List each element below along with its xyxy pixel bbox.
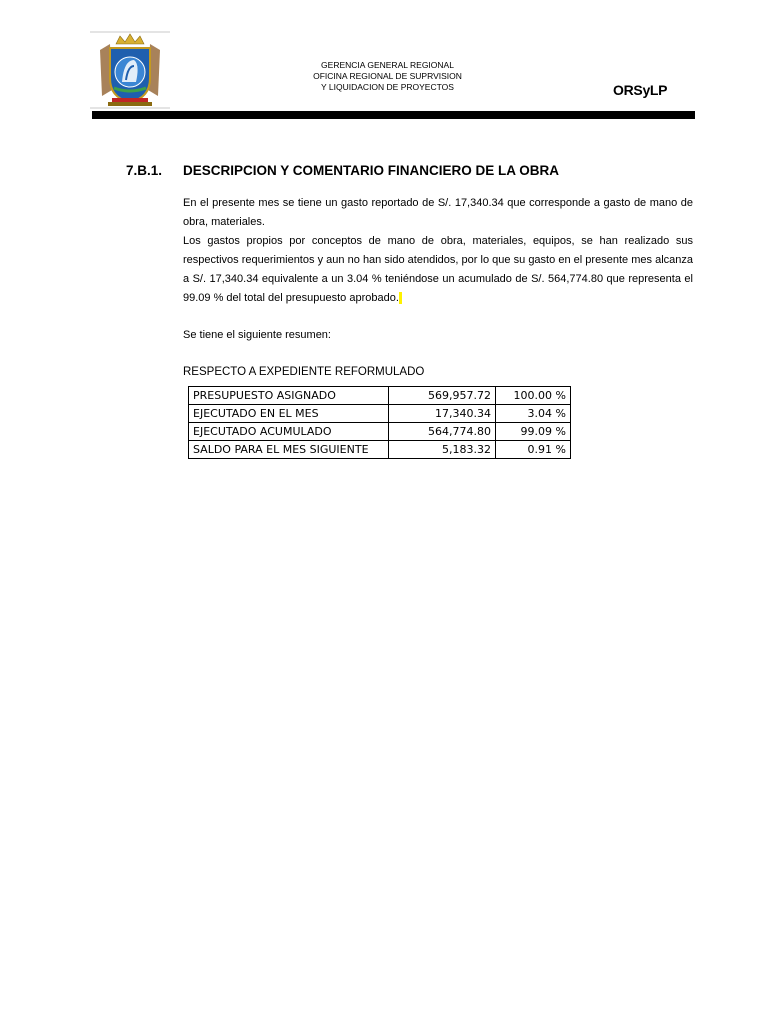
table-row bbox=[189, 405, 571, 423]
section-title: DESCRIPCION Y COMENTARIO FINANCIERO DE LA OBRA bbox=[183, 163, 560, 178]
header-org-lines bbox=[290, 60, 485, 93]
paragraph-text: Los gastos propios por conceptos de mano de obra, materiales, equipos, se han realizado sus respectivos requerimientos y aun no han sido atendidos, por lo que su gasto en el presente mes alcanza a S/. 17,340.34 equivalente a un 3.04 % teniéndose un acumulado de S/. 564,774.80 que representa el 99.09 % del total del presupuesto aprobado. bbox=[183, 235, 693, 304]
body-text bbox=[183, 194, 693, 308]
regional-coat-of-arms-logo bbox=[90, 30, 170, 110]
row-label: EJECUTADO EN EL MES bbox=[189, 405, 389, 423]
row-amount: 17,340.34 bbox=[389, 405, 496, 423]
row-label: SALDO PARA EL MES SIGUIENTE bbox=[189, 441, 389, 459]
header-line: GERENCIA GENERAL REGIONAL bbox=[321, 60, 454, 70]
table-row bbox=[189, 423, 571, 441]
header-line: OFICINA REGIONAL DE SUPRVISION bbox=[313, 71, 462, 81]
header-line: Y LIQUIDACION DE PROYECTOS bbox=[321, 82, 454, 92]
row-amount: 564,774.80 bbox=[389, 423, 496, 441]
financial-summary-table bbox=[188, 386, 571, 459]
table-title: RESPECTO A EXPEDIENTE REFORMULADO bbox=[183, 366, 425, 378]
row-percent: 100.00 % bbox=[496, 387, 571, 405]
paragraph: En el presente mes se tiene un gasto reportado de S/. 17,340.34 que corresponde a gasto de mano de obra, materiales. bbox=[183, 197, 693, 228]
table-row bbox=[189, 441, 571, 459]
highlight-mark: ​ bbox=[398, 292, 402, 304]
row-percent: 3.04 % bbox=[496, 405, 571, 423]
header-brand: ORSyLP bbox=[613, 82, 668, 98]
section-number: 7.B.1. bbox=[126, 163, 163, 178]
summary-intro: Se tiene el siguiente resumen: bbox=[183, 329, 331, 341]
row-amount: 5,183.32 bbox=[389, 441, 496, 459]
row-label: EJECUTADO ACUMULADO bbox=[189, 423, 389, 441]
row-percent: 99.09 % bbox=[496, 423, 571, 441]
header-divider bbox=[92, 111, 695, 119]
row-percent: 0.91 % bbox=[496, 441, 571, 459]
paragraph bbox=[183, 232, 693, 308]
row-label: PRESUPUESTO ASIGNADO bbox=[189, 387, 389, 405]
table-row bbox=[189, 387, 571, 405]
row-amount: 569,957.72 bbox=[389, 387, 496, 405]
